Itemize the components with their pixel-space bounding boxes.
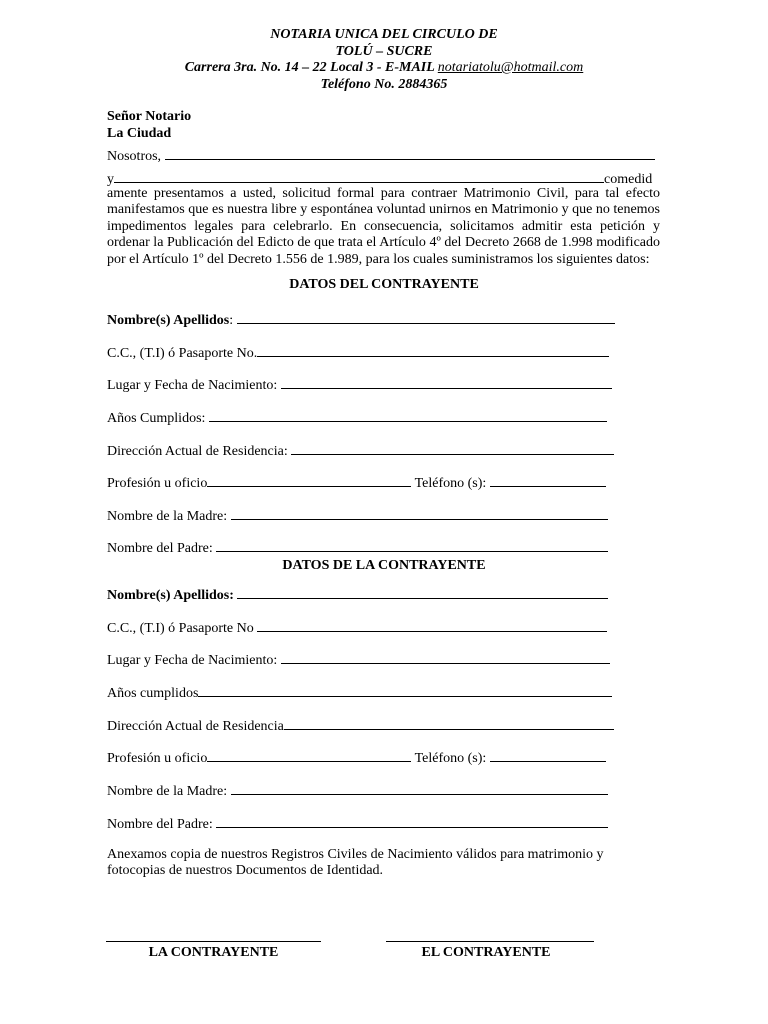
notary-phone: Teléfono No. 2884365: [320, 76, 448, 92]
contrayente-cc-field[interactable]: [257, 344, 609, 357]
contrayente-direccion-row: [107, 442, 614, 460]
signature-label-right: EL CONTRAYENTE: [421, 945, 551, 960]
contrayente-f-anos-field[interactable]: [198, 684, 612, 697]
contrayente-nombre-row: [107, 311, 615, 329]
contrayente-f-profesion-field[interactable]: [207, 749, 411, 762]
notary-location: TOLÚ – SUCRE: [335, 43, 433, 59]
profesion-label: Profesión u oficio: [107, 476, 208, 491]
nosotros-row: [107, 147, 655, 165]
contrayente-f-anos-row: [107, 684, 612, 702]
nombre-label: Nombre(s) Apellidos: [107, 313, 230, 328]
salutation-line1: Señor Notario: [107, 109, 192, 124]
address-text: Carrera 3ra. No. 14 – 22 Local 3 - E-MAIL: [184, 60, 438, 75]
salutation-line2: La Ciudad: [107, 126, 172, 141]
contrayente-f-nombre-field[interactable]: [237, 586, 608, 599]
contrayente-f-nombre-row: [107, 586, 608, 604]
contrayente-cc-row: [107, 344, 609, 362]
contrayente-telefono-field[interactable]: [490, 474, 606, 487]
contrayente-direccion-field[interactable]: [291, 442, 614, 455]
signature-line-right: [386, 941, 594, 942]
telefono-f-label: Teléfono (s):: [414, 751, 487, 766]
contrayente-f-profesion-row: [107, 749, 606, 767]
y-field[interactable]: [114, 170, 604, 183]
cc-label: C.C., (T.I) ó Pasaporte No.: [107, 346, 258, 361]
contrayente-padre-field[interactable]: [216, 539, 608, 552]
y-label: y: [107, 172, 114, 187]
contrayente-lugar-field[interactable]: [281, 376, 612, 389]
anos-f-label: Años cumplidos: [107, 686, 199, 701]
contrayente-f-cc-field[interactable]: [257, 619, 607, 632]
notary-name: NOTARIA UNICA DEL CIRCULO DE: [270, 27, 498, 42]
email-link[interactable]: notariatolu@hotmail.com: [437, 60, 584, 75]
section-title-contrayente-f: DATOS DE LA CONTRAYENTE: [282, 558, 486, 573]
contrayente-f-cc-row: [107, 619, 607, 637]
contrayente-nombre-field[interactable]: [237, 311, 615, 324]
padre-label: Nombre del Padre:: [107, 541, 213, 556]
contrayente-profesion-row: [107, 474, 606, 492]
anos-label: Años Cumplidos:: [107, 411, 206, 426]
contrayente-f-madre-row: [107, 782, 608, 800]
notary-address: [0, 60, 768, 77]
contrayente-f-direccion-field[interactable]: [284, 717, 614, 730]
signature-label-left: LA CONTRAYENTE: [148, 945, 279, 960]
contrayente-f-lugar-row: [107, 651, 610, 669]
padre-f-label: Nombre del Padre:: [107, 817, 213, 832]
contrayente-f-padre-field[interactable]: [216, 815, 608, 828]
signature-line-left: [106, 941, 321, 942]
madre-f-label: Nombre de la Madre:: [107, 784, 228, 799]
contrayente-f-telefono-field[interactable]: [490, 749, 606, 762]
nosotros-label: Nosotros,: [107, 149, 162, 164]
nombre-f-label: Nombre(s) Apellidos:: [107, 588, 234, 603]
contrayente-f-direccion-row: [107, 717, 614, 735]
profesion-f-label: Profesión u oficio: [107, 751, 208, 766]
annex-paragraph: Anexamos copia de nuestros Registros Civiles de Nacimiento válidos para matrimonio y fotocopias de nuestros Documentos de Identidad.: [107, 847, 604, 879]
direccion-label: Dirección Actual de Residencia:: [107, 444, 288, 459]
contrayente-madre-field[interactable]: [231, 507, 608, 520]
cc-f-label: C.C., (T.I) ó Pasaporte No: [107, 621, 254, 636]
lugar-label: Lugar y Fecha de Nacimiento:: [107, 378, 278, 393]
comedid-text: comedid: [604, 172, 653, 187]
contrayente-padre-row: [107, 539, 608, 557]
contrayente-profesion-field[interactable]: [207, 474, 411, 487]
letterhead: [0, 27, 768, 93]
telefono-label: Teléfono (s):: [414, 476, 487, 491]
contrayente-f-padre-row: [107, 815, 608, 833]
nosotros-field[interactable]: [165, 147, 655, 160]
intro-paragraph: amente presentamos a usted, solicitud formal para contraer Matrimonio Civil, para tal efecto manifestamos que es nuestra libre y espontánea voluntad unirnos en Matrimonio y que no tenemos impedimentos legales para celebrarlo. En consecuencia, solicitamos admitir esta petición y ordenar la Publicación del Edicto de que trata el Artículo 4º del Decreto 2668 de 1.998 modificado por el Artículo 1º del Decreto 1.556 de 1.989, para los cuales suministramos los siguientes datos:: [107, 186, 660, 267]
contrayente-f-lugar-field[interactable]: [281, 651, 610, 664]
section-title-contrayente: DATOS DEL CONTRAYENTE: [289, 277, 479, 292]
contrayente-lugar-row: [107, 376, 612, 394]
madre-label: Nombre de la Madre:: [107, 509, 228, 524]
direccion-f-label: Dirección Actual de Residencia: [107, 719, 284, 734]
contrayente-f-madre-field[interactable]: [231, 782, 608, 795]
lugar-f-label: Lugar y Fecha de Nacimiento:: [107, 653, 278, 668]
nombre-colon: :: [229, 313, 234, 328]
contrayente-madre-row: [107, 507, 608, 525]
contrayente-anos-row: [107, 409, 607, 427]
contrayente-anos-field[interactable]: [209, 409, 607, 422]
